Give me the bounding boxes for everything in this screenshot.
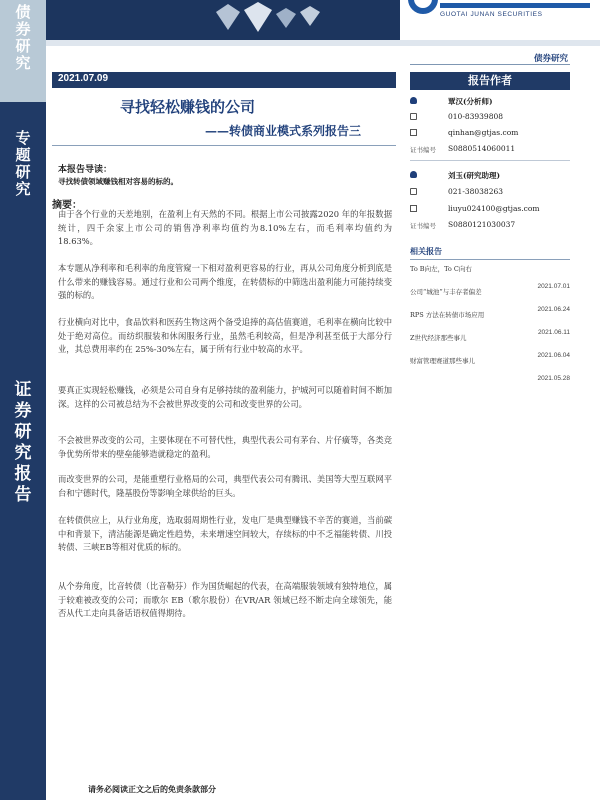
header-subbar (46, 40, 600, 46)
logo-mark-icon (408, 0, 438, 14)
author-card (410, 96, 580, 156)
person-icon (410, 97, 417, 104)
guide-heading: 本报告导读： (58, 165, 113, 175)
abstract-paragraph: 从个券角度，比音转债（比音勒芬）作为国货崛起的代表，在高端服装领域有独特地位，属于较难被改变的公司；而歌尔 EB（歌尔股份）在VR/AR 领域已经不断走向全球领先，能否从代工走向具备话语权值得期待。 (58, 581, 392, 619)
author-name: 刘玉(研究助理) (448, 171, 501, 180)
related-report-title[interactable]: To B向左，To C向右 (410, 265, 472, 273)
related-report-date: 2021.06.04 (537, 352, 570, 359)
sidebar-report-label: 证 券 研 究 报 告 (14, 380, 32, 505)
sidebar-category-label: 债 券 研 究 (15, 3, 31, 72)
related-report-title[interactable]: RPS 方法在转债市场应用 (410, 311, 485, 319)
author-phone[interactable]: 010-83939808 (448, 112, 504, 121)
company-logo (400, 0, 600, 40)
abstract-paragraph: 由于各个行业的天差地别，在盈利上有天然的不同。根据上市公司披露2020 年的年报数据统计，四千余家上市公司的销售净利率均值约为8.10%左右，而毛利率均值约为 18.63%。 (58, 209, 392, 247)
related-report-title[interactable]: 公司“城池”与丰存者偏差 (410, 288, 482, 296)
disclaimer-footer: 请务必阅读正文之后的免责条款部分 (88, 784, 216, 794)
author-phone[interactable]: 021-38038263 (448, 187, 504, 196)
category-divider (410, 64, 570, 65)
author-name: 覃汉(分析师) (448, 97, 493, 106)
related-report-date: 2021.05.28 (537, 375, 570, 382)
author-cert: S0880121030037 (448, 220, 516, 229)
author-divider (410, 160, 570, 161)
mail-icon (410, 129, 417, 136)
left-sidebar (0, 0, 46, 800)
abstract-heading: 摘要： (52, 200, 82, 211)
guide-text: 寻找转债领域赚钱相对容易的标的。 (58, 177, 178, 186)
date-band (52, 72, 396, 88)
phone-icon (410, 113, 417, 120)
header-banner (46, 0, 600, 40)
author-email[interactable]: liuyu024100@gtjas.com (448, 204, 540, 213)
author-card (410, 170, 580, 230)
report-subtitle: ——转债商业模式系列报告三 (205, 124, 362, 138)
related-report-date: 2021.06.11 (537, 329, 570, 336)
cert-label: 证书编号 (410, 146, 436, 154)
category-label: 债券研究 (533, 54, 568, 64)
related-report-title[interactable]: Z世代经济那些事儿 (410, 334, 467, 342)
title-divider (52, 145, 396, 146)
person-icon (410, 171, 417, 178)
cert-label: 证书编号 (410, 222, 436, 230)
authors-heading: 报告作者 (410, 72, 570, 90)
report-date: 2021.07.09 (58, 73, 109, 84)
related-reports-heading: 相关报告 (410, 246, 570, 260)
abstract-paragraph: 行业横向对比中，食品饮料和医药生物这两个备受追捧的高估值赛道，毛利率在横向比较中处于绝对高位。而纺织服装和休闲服务行业，虽然毛利较高，但是净利甚至低于大部分行业，其总费用率约在 25%-30%左右，属于所有行业中较高的水平。 (58, 317, 392, 355)
abstract-paragraph: 不会被世界改变的公司，主要体现在不可替代性，典型代表公司有茅台、片仔癀等，各类竞争优势所带来的壁垒能够造就稳定的盈利。 (58, 435, 392, 459)
report-title: 寻找轻松赚钱的公司 (120, 98, 256, 116)
sidebar-type-label: 专 题 研 究 (15, 129, 31, 198)
mail-icon (410, 205, 417, 212)
author-email[interactable]: qinhan@gtjas.com (448, 128, 519, 137)
logo-text: GUOTAI JUNAN SECURITIES (440, 11, 543, 18)
related-report-title[interactable]: 财富管理赛道那些事儿 (410, 357, 475, 365)
abstract-paragraph: 而改变世界的公司，是能重塑行业格局的公司，典型代表公司有腾讯、美国等大型互联网平台和宁德时代，隆基股份等影响全球供给的巨头。 (58, 474, 392, 498)
related-report-item[interactable] (410, 356, 570, 382)
abstract-paragraph: 本专题从净利率和毛利率的角度管窥一下相对盈利更容易的行业，再从公司角度分析到底是什么带来的赚钱容易。通过行业和公司两个维度，在转债标的中筛选出盈利能力可能持续变强的标的。 (58, 263, 392, 301)
related-report-date: 2021.06.24 (537, 306, 570, 313)
phone-icon (410, 188, 417, 195)
abstract-paragraph: 在转债供应上，从行业角度，选取弱周期性行业，发电厂是典型赚钱不辛苦的赛道，当前碳中和背景下，清洁能源是确定性趋势，未来增速空间较大，存续标的中不乏福能转债、川投转债、三峡EB等相对优质的标的。 (58, 515, 392, 553)
logo-bar (440, 3, 590, 8)
author-cert: S0880514060011 (448, 144, 516, 153)
diamond-decoration-icon (196, 0, 396, 40)
abstract-paragraph: 要真正实现轻松赚钱，必须是公司自身有足够持续的盈利能力，护城河可以随着时间不断加深。这样的公司被总结为不会被世界改变的公司和改变世界的公司。 (58, 385, 392, 409)
related-report-date: 2021.07.01 (537, 283, 570, 290)
